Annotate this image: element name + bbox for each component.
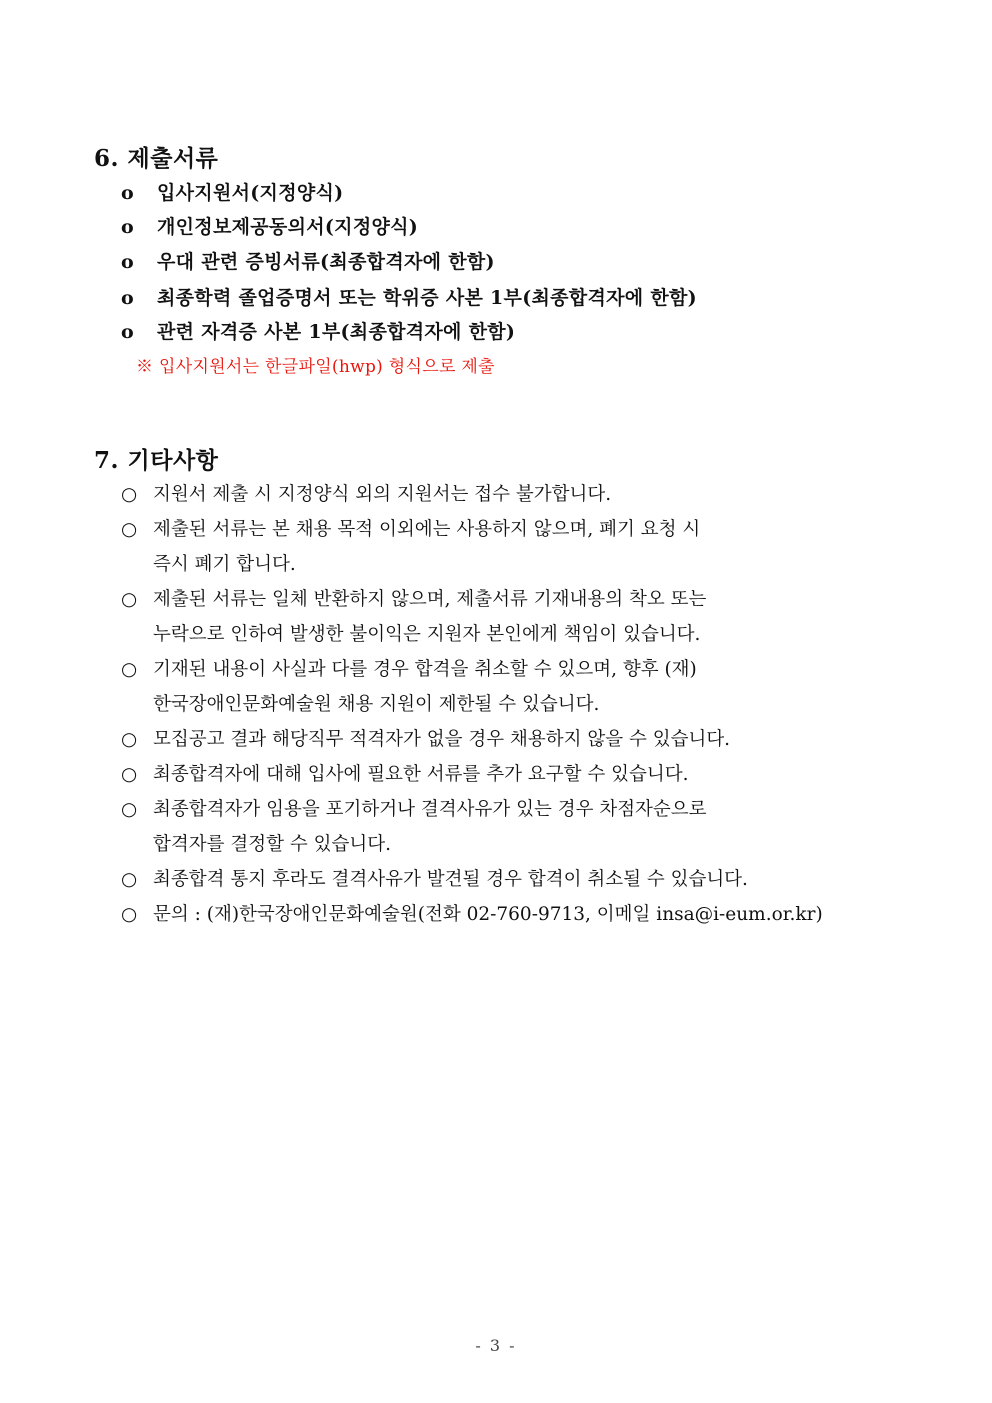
list-item-continuation: 한국장애인문화예술원 채용 지원이 제한될 수 있습니다. — [153, 694, 600, 715]
page-number: - 3 - — [475, 1336, 517, 1355]
list-item-text: 최종합격자가 임용을 포기하거나 결격사유가 있는 경우 차점자순으로 — [153, 799, 707, 820]
bullet-icon: ○ — [121, 589, 138, 610]
section-7-title: 7. 기타사항 — [94, 447, 219, 474]
bullet-icon: ○ — [121, 869, 138, 890]
list-item — [121, 178, 343, 205]
list-item-continuation: 합격자를 결정할 수 있습니다. — [153, 834, 391, 855]
list-item-text: 제출된 서류는 일체 반환하지 않으며, 제출서류 기재내용의 착오 또는 — [153, 589, 707, 610]
section-6-title: 6. 제출서류 — [94, 145, 219, 172]
bullet-icon: o — [121, 216, 134, 238]
list-item-text: 기재된 내용이 사실과 다를 경우 합격을 취소할 수 있으며, 향후 (재) — [153, 659, 697, 680]
list-item-text: 지원서 제출 시 지정양식 외의 지원서는 접수 불가합니다. — [153, 484, 612, 505]
list-item — [121, 862, 748, 897]
list-item-text: 문의 : (재)한국장애인문화예술원(전화 02-760-9713, 이메일 insa@i-eum.or.kr) — [153, 904, 823, 925]
bullet-icon: o — [121, 251, 134, 273]
bullet-icon: ○ — [121, 764, 138, 785]
bullet-icon: o — [121, 321, 134, 343]
list-item-text: 모집공고 결과 해당직무 적격자가 없을 경우 채용하지 않을 수 있습니다. — [153, 729, 731, 750]
bullet-icon: ○ — [121, 659, 138, 680]
bullet-icon: o — [121, 287, 134, 309]
bullet-icon: ○ — [121, 904, 138, 925]
list-item — [121, 317, 515, 344]
list-item — [121, 512, 700, 582]
list-item — [121, 792, 707, 862]
list-item — [121, 722, 730, 757]
list-item — [121, 897, 823, 932]
list-item — [121, 212, 418, 239]
list-item-text: 제출된 서류는 본 채용 목적 이외에는 사용하지 않으며, 폐기 요청 시 — [153, 519, 701, 540]
list-item-continuation: 즉시 폐기 합니다. — [153, 554, 296, 575]
list-item-text: 최종학력 졸업증명서 또는 학위증 사본 1부(최종합격자에 한함) — [157, 287, 697, 309]
list-item-text: 최종합격자에 대해 입사에 필요한 서류를 추가 요구할 수 있습니다. — [153, 764, 689, 785]
list-item — [121, 283, 697, 310]
list-item-continuation: 누락으로 인하여 발생한 불이익은 지원자 본인에게 책임이 있습니다. — [153, 624, 701, 645]
submission-note: ※ 입사지원서는 한글파일(hwp) 형식으로 제출 — [136, 357, 495, 377]
bullet-icon: o — [121, 182, 134, 204]
bullet-icon: ○ — [121, 484, 138, 505]
bullet-icon: ○ — [121, 799, 138, 820]
list-item-text: 관련 자격증 사본 1부(최종합격자에 한함) — [157, 321, 516, 343]
list-item — [121, 582, 706, 652]
list-item — [121, 477, 611, 512]
list-item — [121, 652, 697, 722]
bullet-icon: ○ — [121, 729, 138, 750]
list-item — [121, 247, 495, 274]
list-item-text: 우대 관련 증빙서류(최종합격자에 한함) — [157, 251, 495, 273]
list-item-text: 개인정보제공동의서(지정양식) — [157, 216, 419, 238]
list-item-text: 입사지원서(지정양식) — [157, 182, 344, 204]
list-item-text: 최종합격 통지 후라도 결격사유가 발견될 경우 합격이 취소될 수 있습니다. — [153, 869, 748, 890]
bullet-icon: ○ — [121, 519, 138, 540]
list-item — [121, 757, 688, 792]
